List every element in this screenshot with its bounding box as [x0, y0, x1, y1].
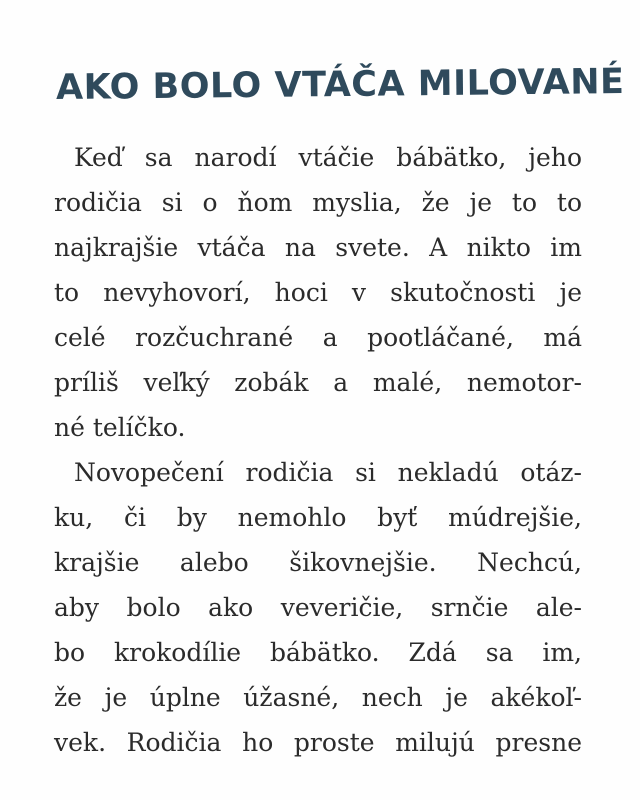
text-line: vek. Rodičia ho proste milujú presne — [54, 728, 582, 757]
text-line: krajšie alebo šikovnejšie. Nechcú, — [54, 548, 582, 577]
text-line: rodičia si o ňom myslia, že je to to — [54, 188, 582, 217]
text-line: bo krokodílie bábätko. Zdá sa im, — [54, 638, 582, 667]
text-line: najkrajšie vtáča na svete. A nikto im — [54, 233, 582, 262]
text-line: Keď sa narodí vtáčie bábätko, jeho — [74, 143, 582, 172]
paragraph-1 — [54, 135, 582, 450]
text-line: né telíčko. — [54, 413, 186, 442]
body-text — [54, 135, 582, 765]
paragraph-2 — [54, 450, 582, 765]
text-line: celé rozčuchrané a pootláčané, má — [54, 323, 582, 352]
text-line: že je úplne úžasné, nech je akékoľ- — [54, 683, 582, 712]
page-title: AKO BOLO VTÁČA MILOVANÉ — [55, 62, 625, 108]
text-line: to nevyhovorí, hoci v skutočnosti je — [54, 278, 582, 307]
text-line: ku, či by nemohlo byť múdrejšie, — [54, 503, 582, 532]
text-line: Novopečení rodičia si nekladú otáz- — [74, 458, 582, 487]
text-line: aby bolo ako veveričie, srnčie ale- — [54, 593, 582, 622]
text-line: príliš veľký zobák a malé, nemotor- — [54, 368, 582, 397]
